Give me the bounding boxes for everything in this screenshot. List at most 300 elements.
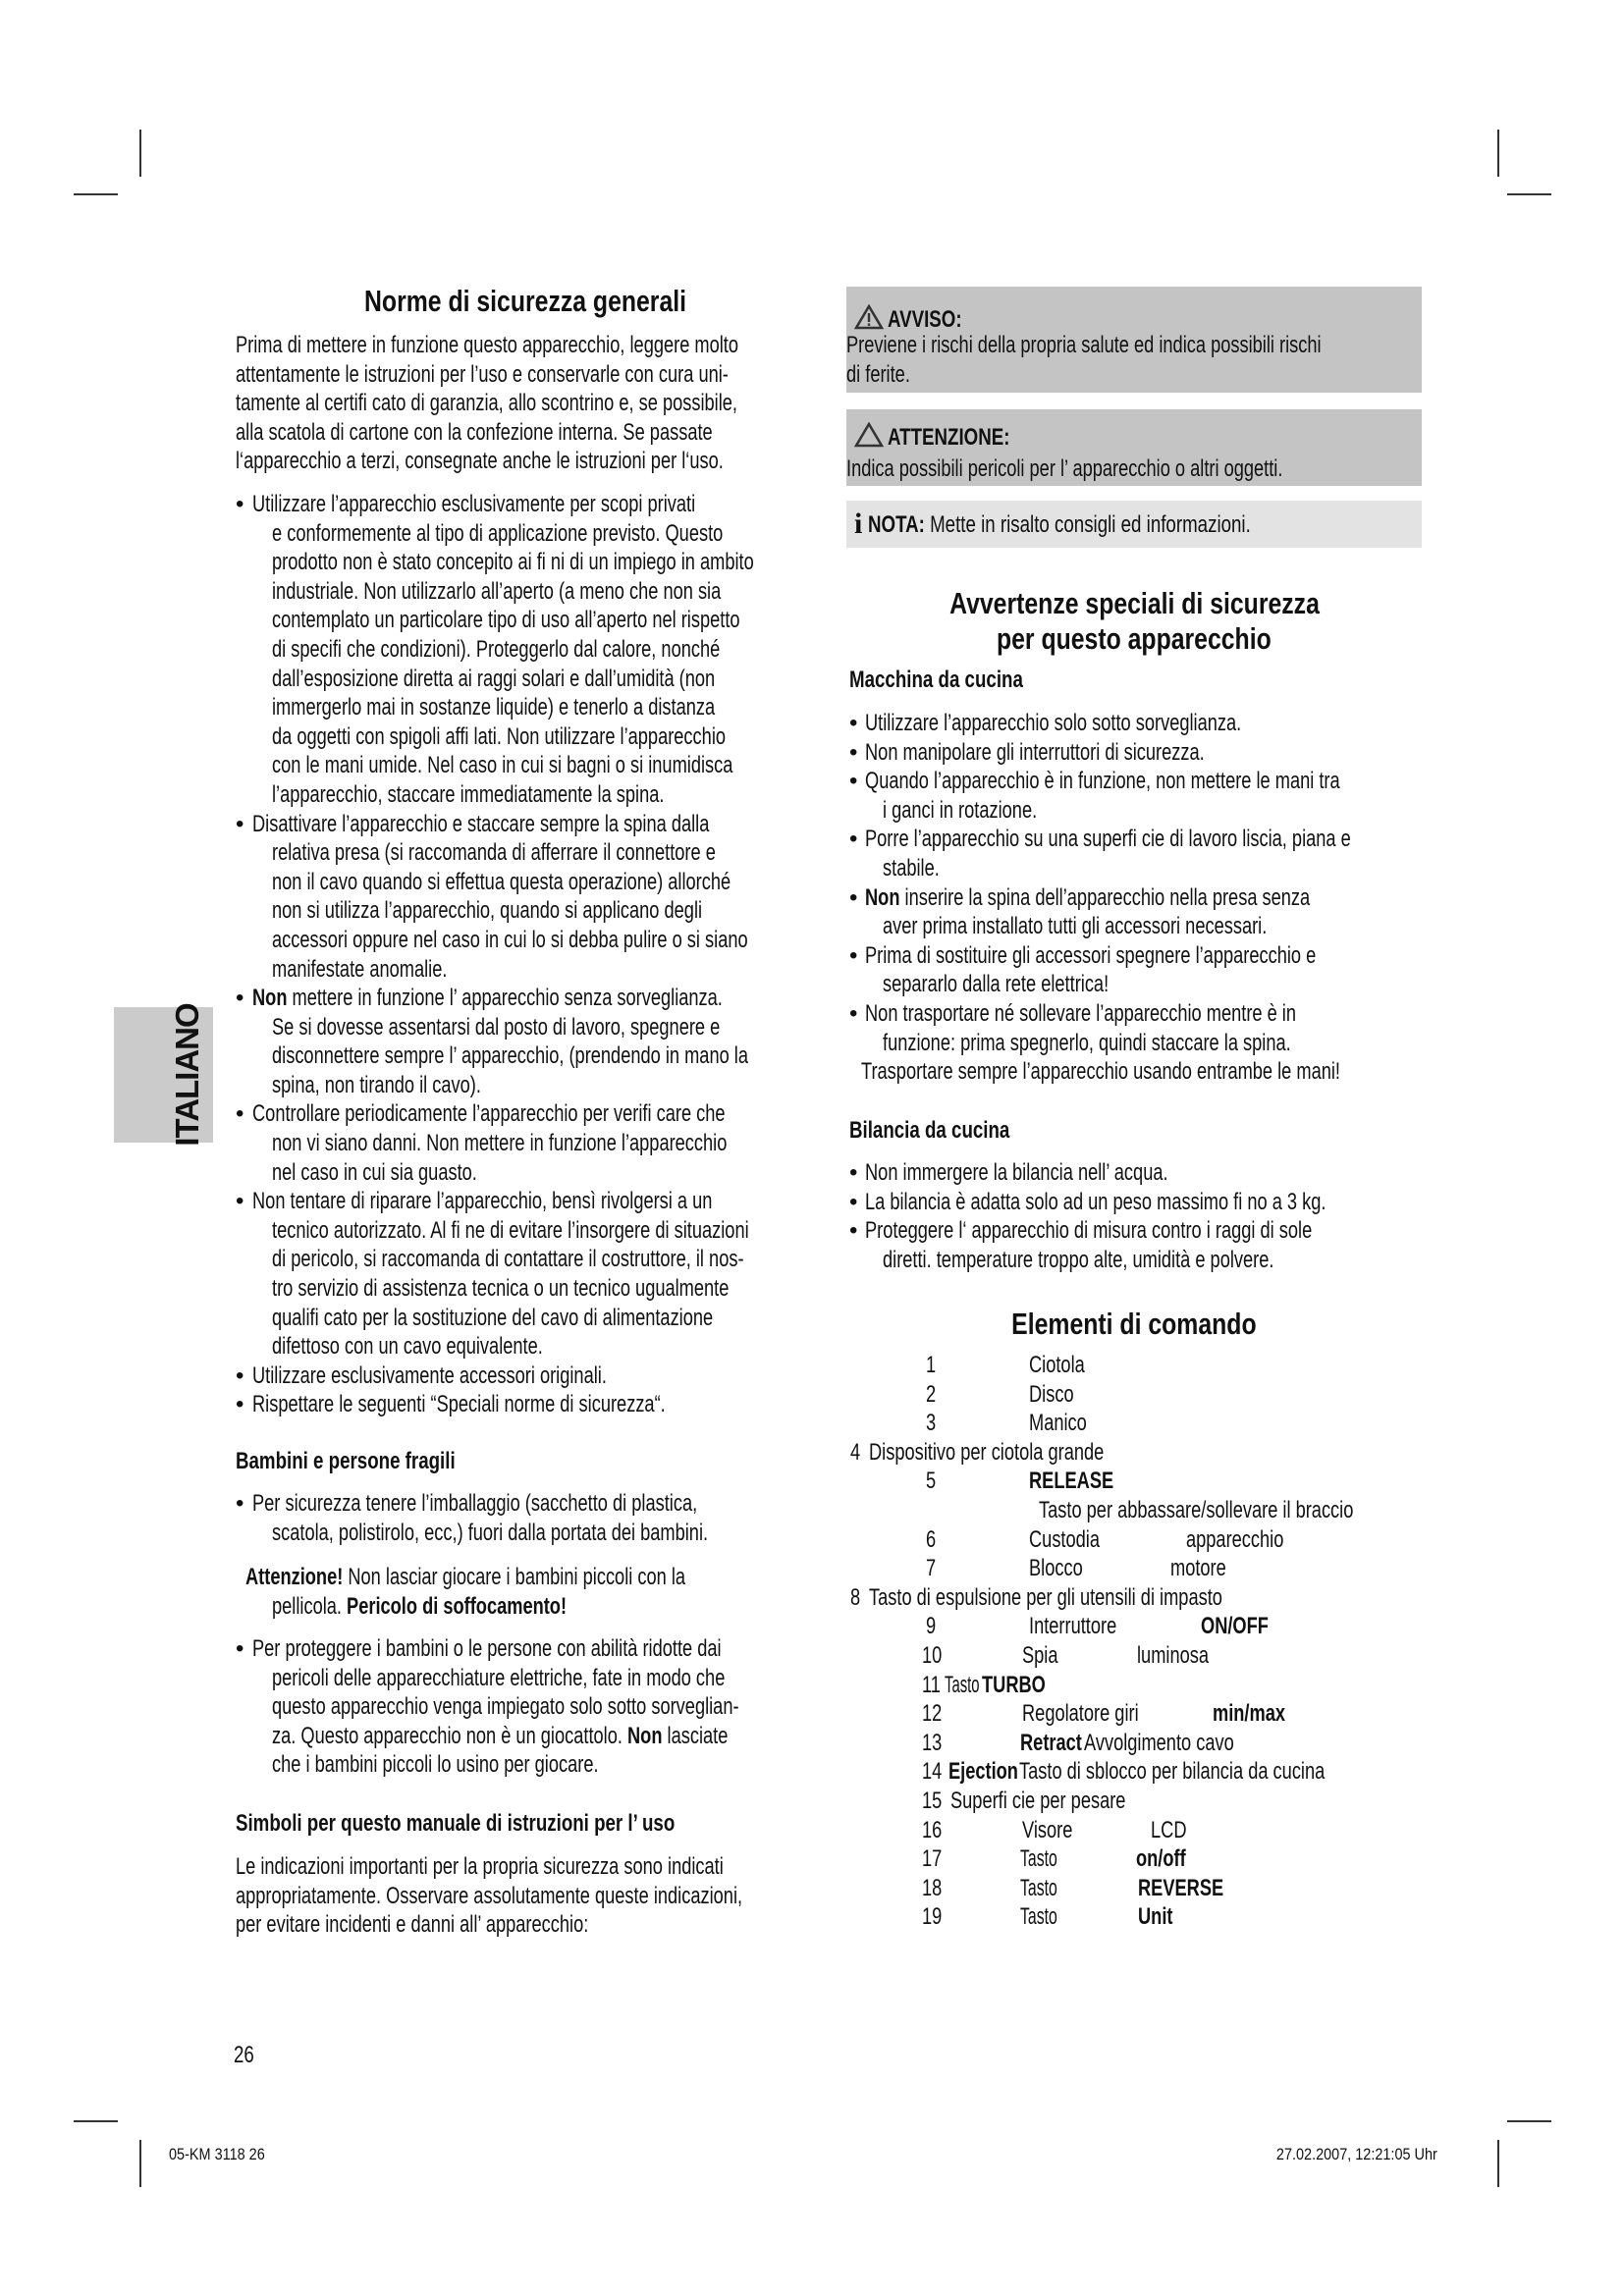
line-text	[883, 1246, 1273, 1275]
control-item	[0, 1438, 1624, 1468]
text-segment: pellicola.	[272, 1592, 348, 1620]
line-text	[272, 896, 702, 926]
crop-mark	[1497, 130, 1499, 177]
text-segment: relativa presa (si raccomanda di afferrare il connettore e	[272, 839, 716, 867]
line-text	[236, 360, 729, 390]
text-segment: manifestate anomalie.	[272, 955, 448, 983]
bullet-item-line	[849, 1158, 1472, 1188]
text-line: Indica possibili pericoli per l’ apparecchio o altri oggetti.	[846, 455, 1283, 482]
text-line	[236, 447, 897, 476]
line-text	[272, 665, 715, 694]
text-line	[849, 1246, 1472, 1275]
item-number: 7	[926, 1555, 937, 1582]
text-segment: separarlo dalla rete elettrica!	[883, 971, 1110, 998]
text-segment: non si utilizza l’apparecchio, quando si applicano degli	[272, 897, 703, 925]
bullet-item-line	[849, 709, 1504, 738]
line-text	[272, 751, 732, 780]
text-segment: Non immergere la bilancia nell’ acqua.	[865, 1159, 1168, 1186]
text-line	[236, 1304, 906, 1333]
line-text	[272, 838, 716, 868]
text-line	[236, 1245, 906, 1274]
bullet-item-line	[849, 883, 1504, 913]
item-label-2: ON/OFF	[1201, 1613, 1269, 1640]
item-label: Retract	[1020, 1729, 1082, 1756]
title-text: Avvertenze speciali di sicurezza	[948, 586, 1320, 620]
nota-label: NOTA:	[868, 511, 926, 538]
bullet-icon: •	[849, 999, 858, 1027]
line-text	[865, 1216, 1312, 1246]
text-line	[236, 331, 897, 360]
attenzione-text	[835, 454, 1421, 484]
text-segment: Utilizzare esclusivamente accessori originali.	[252, 1362, 607, 1389]
line-text	[252, 1099, 726, 1129]
line-text	[865, 999, 1296, 1029]
text-segment: Le indicazioni importanti per la propria sicurezza sono indicati	[236, 1853, 724, 1880]
bullet-item-line	[849, 999, 1504, 1029]
text-segment: Per proteggere i bambini o le persone con abilità ridotte dai	[252, 1635, 722, 1662]
text-segment: tecnico autorizzato. Al fi ne di evitare l’insorgere di situazioni	[272, 1216, 749, 1244]
bullet-item-line	[849, 767, 1504, 796]
text-line	[236, 1129, 906, 1158]
caution-triangle-icon	[854, 422, 884, 448]
text-segment: prodotto non è stato concepito ai fi ni di un impiego in ambito	[272, 549, 754, 576]
control-item	[0, 1467, 1624, 1496]
text-line	[236, 780, 906, 810]
text-segment: qualifi cato per la sostituzione del cavo di alimentazione	[272, 1304, 714, 1331]
item-label: Ciotola	[1029, 1352, 1085, 1378]
text-line	[236, 548, 906, 577]
control-item	[0, 1380, 1624, 1410]
text-line	[236, 868, 906, 897]
control-item	[0, 1554, 1624, 1583]
bullet-item-line	[849, 738, 1504, 768]
bold-text: Attenzione!	[245, 1564, 344, 1590]
line-text	[272, 548, 754, 577]
item-label: Regolatore giri	[1022, 1700, 1139, 1728]
bullet-icon: •	[236, 1188, 244, 1215]
control-item	[0, 1583, 1624, 1613]
heading-text: Macchina da cucina	[849, 667, 1023, 693]
item-label: Dispositivo per ciotola grande	[869, 1438, 1105, 1466]
item-label: Manico	[1029, 1410, 1087, 1437]
attenzione-label: ATTENZIONE:	[888, 424, 1010, 451]
section-title-controls	[846, 1307, 1422, 1342]
item-number: 11	[922, 1671, 941, 1698]
item-label: Visore	[1022, 1816, 1073, 1843]
text-segment: per evitare incidenti e danni all’ apparecchio:	[236, 1911, 589, 1939]
text-line	[236, 1071, 906, 1100]
nota-box	[846, 501, 1422, 548]
bold-text: Non	[627, 1722, 663, 1749]
text-line	[849, 796, 1504, 826]
footer-doc-id	[169, 2145, 282, 2164]
avviso-label: AVVISO:	[888, 306, 962, 333]
control-item	[0, 1351, 1624, 1380]
item-label-2: motore	[1170, 1555, 1226, 1582]
bullet-icon: •	[849, 768, 858, 795]
bullet-icon: •	[849, 710, 858, 736]
item-description: Tasto per abbassare/sollevare il braccio	[1039, 1497, 1354, 1523]
text-segment: accessori oppure nel caso in cui lo si debba pulire o si siano	[272, 926, 748, 953]
item-number: 1	[926, 1352, 937, 1378]
text-line	[236, 1216, 906, 1246]
bullet-item-line	[236, 810, 906, 839]
text-segment: Se si dovesse assentarsi dal posto di lavoro, spegnere e	[272, 1013, 721, 1041]
title-text: Elementi di comando	[1011, 1307, 1257, 1341]
line-text	[272, 519, 723, 549]
item-label: Tasto	[1020, 1845, 1057, 1873]
control-item	[0, 1844, 1624, 1874]
crop-mark	[1507, 2120, 1551, 2122]
control-item	[0, 1641, 1624, 1671]
text-line	[236, 1013, 906, 1042]
safety-bullet-list	[236, 490, 906, 1419]
line-text	[272, 1216, 749, 1246]
bold-text: Non	[865, 883, 900, 911]
control-item	[0, 1409, 1624, 1438]
bullet-icon: •	[236, 1362, 244, 1389]
heading-text: Simboli per questo manuale di istruzioni per l’ uso	[236, 1810, 676, 1837]
line-text	[236, 447, 724, 476]
item-label: Spia	[1022, 1642, 1058, 1669]
avviso-text	[835, 331, 1471, 389]
text-segment: industriale. Non utilizzarlo all’aperto (a meno che non sia	[272, 577, 722, 605]
text-segment: difettoso con un cavo equivalente.	[272, 1333, 543, 1361]
control-item	[0, 1729, 1624, 1758]
text-segment: da oggetti con spigoli affi lati. Non utilizzare l’apparecchio	[272, 722, 727, 750]
item-number: 5	[926, 1468, 937, 1495]
bullet-item-line	[849, 1216, 1472, 1246]
item-label: RELEASE	[1029, 1468, 1114, 1495]
text-segment: aver prima installato tutti gli accessori necessari.	[883, 913, 1268, 940]
item-label: Tasto	[1020, 1903, 1057, 1931]
text-segment: Porre l’apparecchio su una superfi cie di lavoro liscia, piana e	[865, 826, 1351, 853]
bullet-icon: •	[236, 1490, 244, 1517]
section-title-special-safety	[846, 586, 1422, 621]
text-segment: Disattivare l’apparecchio e staccare sempre la spina dalla	[252, 810, 710, 837]
item-number: 3	[926, 1410, 937, 1437]
text-line	[849, 1029, 1504, 1058]
item-number: 15	[922, 1788, 943, 1814]
item-number: 9	[926, 1613, 937, 1640]
text-segment: e conformemente al tipo di applicazione previsto. Questo	[272, 519, 724, 547]
info-icon: i	[854, 507, 863, 540]
item-number: 4	[850, 1438, 861, 1466]
text-segment: nel caso in cui sia guasto.	[272, 1158, 477, 1186]
bold-text: Non	[252, 985, 288, 1012]
text-segment: Quando l’apparecchio è in funzione, non mettere le mani tra	[865, 768, 1340, 795]
scale-bullet-list	[849, 1158, 1472, 1274]
text-segment: non il cavo quando si effettua questa operazione) allorché	[272, 868, 731, 895]
item-label-2: Unit	[1138, 1903, 1173, 1931]
page-number-text: 26	[234, 2042, 254, 2068]
text-segment: funzione: prima spegnerlo, quindi staccare la spina.	[883, 1029, 1291, 1056]
item-label-2: LCD	[1151, 1816, 1187, 1843]
line-text	[252, 810, 709, 839]
control-item	[0, 1612, 1624, 1641]
warning-triangle-icon	[854, 304, 884, 330]
text-segment: immergerlo mai in sostanze liquide) e tenerlo a distanza	[272, 694, 716, 721]
nota-text: Mette in risalto consigli ed informazioni.	[925, 511, 1252, 538]
bullet-item-line	[849, 825, 1504, 854]
bullet-item-line	[236, 984, 906, 1013]
text-segment: l’apparecchio, staccare immediatamente la spina.	[272, 780, 665, 808]
line-text	[272, 722, 726, 752]
text-segment: i ganci in rotazione.	[883, 796, 1038, 824]
line-text	[272, 926, 748, 955]
text-line	[236, 1041, 906, 1071]
bullet-icon: •	[236, 810, 244, 837]
text-line	[236, 1274, 906, 1304]
text-line: Previene i rischi della propria salute ed indica possibili rischi	[846, 332, 1322, 358]
bullet-item-line	[236, 490, 906, 519]
text-segment: scatola, polistirolo, ecc,) fuori dalla portata dei bambini.	[272, 1519, 709, 1546]
item-number: 14	[922, 1758, 943, 1786]
line-text	[865, 767, 1340, 796]
text-line	[236, 360, 897, 390]
text-segment: lasciate	[662, 1722, 729, 1749]
title-text: Norme di sicurezza generali	[363, 284, 687, 318]
text-segment: non vi siano danni. Non mettere in funzione l’apparecchio	[272, 1130, 728, 1157]
line-text	[252, 1187, 712, 1216]
item-label: Disco	[1029, 1380, 1074, 1408]
text-line	[849, 970, 1504, 999]
line-text	[865, 1188, 1326, 1217]
line-text	[252, 490, 695, 519]
bullet-icon: •	[849, 941, 858, 969]
line-text	[883, 1029, 1291, 1058]
page-number	[234, 2042, 260, 2069]
control-item	[0, 1757, 1624, 1787]
attenzione-box	[846, 409, 1422, 486]
text-segment: disconnettere sempre l’ apparecchio, (prendendo in mano la	[272, 1042, 748, 1070]
text-segment: Prima di mettere in funzione questo apparecchio, leggere molto	[236, 332, 739, 358]
text-segment: questo apparecchio venga impiegato solo sotto sorveglian-	[272, 1693, 739, 1721]
item-label-2: apparecchio	[1186, 1525, 1284, 1553]
line-text	[272, 1071, 481, 1100]
bullet-icon: •	[849, 1217, 858, 1245]
text-line	[236, 577, 906, 607]
line-text	[883, 970, 1109, 999]
line-text	[865, 1158, 1168, 1188]
item-number: 19	[922, 1903, 943, 1931]
line-text	[861, 1057, 1340, 1087]
line-text	[883, 796, 1037, 826]
text-segment: appropriatamente. Osservare assolutamente queste indicazioni,	[236, 1882, 743, 1909]
text-segment: Non trasportare né sollevare l’apparecchio mentre è in	[865, 999, 1297, 1027]
item-number: 13	[922, 1729, 943, 1756]
footer-right-text: 27.02.2007, 12:21:05 Uhr	[1276, 2145, 1437, 2163]
line-text	[272, 955, 447, 985]
text-segment: Rispettare le seguenti “Speciali norme di sicurezza“.	[252, 1391, 666, 1418]
text-line: di ferite.	[846, 360, 910, 388]
line-text	[865, 941, 1316, 971]
control-item	[0, 1525, 1624, 1555]
item-label-2: Tasto di sblocco per bilancia da cucina	[1019, 1758, 1326, 1786]
text-line	[236, 838, 906, 868]
control-item	[0, 1699, 1624, 1729]
scale-heading	[849, 1116, 1055, 1146]
line-text	[272, 1041, 748, 1071]
line-text	[236, 418, 713, 448]
line-text	[272, 1274, 729, 1304]
bullet-icon: •	[849, 826, 858, 853]
text-segment: con le mani umide. Nel caso in cui si bagni o si inumidisca	[272, 752, 733, 779]
text-segment: stabile.	[883, 854, 940, 881]
line-text	[272, 1129, 727, 1158]
crop-mark	[139, 2140, 141, 2187]
line-text	[272, 780, 664, 810]
line-text	[865, 825, 1351, 854]
language-tab-label: ITALIANO	[168, 1003, 205, 1147]
item-label-2: min/max	[1213, 1700, 1286, 1728]
line-text	[272, 1245, 744, 1274]
line-text	[272, 577, 721, 607]
text-segment: che i bambini piccoli lo usino per giocare.	[272, 1751, 599, 1779]
bullet-item-line	[849, 1188, 1472, 1217]
footer-left-text: 05-KM 3118 26	[169, 2145, 265, 2163]
bold-text: Pericolo di soffocamento!	[347, 1592, 568, 1620]
text-segment: Proteggere l‘ apparecchio di misura contro i raggi di sole	[865, 1217, 1313, 1245]
text-segment: di specifi che condizioni). Proteggerlo dal calore, nonché	[272, 635, 721, 663]
text-line	[236, 955, 906, 985]
item-label: Tasto	[945, 1671, 980, 1698]
item-label: Blocco	[1029, 1555, 1083, 1582]
bullet-icon: •	[236, 1391, 244, 1418]
text-segment: inserire la spina dell’apparecchio nella presa senza	[899, 883, 1311, 911]
item-label: Custodia	[1029, 1525, 1100, 1553]
text-segment: Non manipolare gli interruttori di sicurezza.	[865, 738, 1205, 766]
control-item-description	[0, 1496, 1624, 1525]
bullet-item-line	[236, 1187, 906, 1216]
line-text	[236, 389, 737, 418]
line-text	[236, 331, 738, 360]
item-label-2: on/off	[1136, 1845, 1186, 1873]
item-number: 2	[926, 1380, 937, 1408]
crop-mark	[1497, 2140, 1499, 2187]
intro-paragraph	[236, 331, 897, 476]
crop-mark	[74, 193, 118, 195]
item-label-2: Avvolgimento cavo	[1084, 1729, 1234, 1756]
text-segment: diretti. temperature troppo alte, umidità e polvere.	[883, 1246, 1274, 1273]
line-text	[272, 1304, 713, 1333]
bullet-icon: •	[236, 1100, 244, 1128]
text-segment: Per sicurezza tenere l’imballaggio (sacchetto di plastica,	[252, 1490, 698, 1517]
heading-text: Bilancia da cucina	[849, 1117, 1010, 1144]
text-segment: Trasportare sempre l’apparecchio usando entrambe le mani!	[861, 1058, 1341, 1086]
text-line	[236, 926, 906, 955]
crop-mark	[74, 2120, 118, 2122]
item-label: Superfi cie per pesare	[950, 1788, 1126, 1814]
item-label: Interruttore	[1029, 1613, 1117, 1640]
text-segment: tro servizio di assistenza tecnica o un tecnico ugualmente	[272, 1275, 730, 1303]
text-line	[236, 418, 897, 448]
section-title-special-safety-2	[846, 621, 1422, 657]
bullet-icon: •	[236, 1635, 244, 1662]
text-segment: tamente al certifi cato di garanzia, allo scontrino e, se possibile,	[236, 390, 737, 417]
machine-bullet-list	[849, 709, 1504, 1087]
item-number: 16	[922, 1816, 943, 1843]
control-item	[0, 1816, 1624, 1845]
line-text	[883, 912, 1267, 941]
text-line	[236, 606, 906, 635]
bullet-icon: •	[849, 1188, 858, 1215]
text-line	[236, 896, 906, 926]
text-segment: alla scatola di cartone con la confezione interna. Se passate	[236, 418, 713, 446]
language-tab	[114, 1003, 213, 1147]
line-text	[865, 738, 1205, 768]
text-line	[236, 519, 906, 549]
line-text	[272, 1158, 477, 1188]
item-label-2: REVERSE	[1138, 1874, 1224, 1901]
control-item	[0, 1902, 1624, 1932]
text-segment: dall’esposizione diretta ai raggi solari e dall’umidità (non	[272, 665, 716, 692]
text-line	[236, 693, 906, 722]
control-item	[0, 1671, 1624, 1700]
avviso-box	[846, 287, 1422, 393]
text-line	[849, 1057, 1504, 1087]
text-segment: spina, non tirando il cavo).	[272, 1071, 481, 1098]
title-text: per questo apparecchio	[997, 621, 1272, 656]
text-line	[236, 751, 906, 780]
footer-timestamp	[1248, 2145, 1437, 2164]
line-text	[865, 709, 1241, 738]
text-segment: l‘apparecchio a terzi, consegnate anche le istruzioni per l‘uso.	[236, 448, 724, 475]
crop-mark	[139, 130, 141, 177]
text-segment: Non lasciar giocare i bambini piccoli con la	[343, 1564, 686, 1590]
bullet-item-line	[236, 1099, 906, 1129]
line-text	[272, 1013, 720, 1042]
text-segment: Controllare periodicamente l’apparecchio per verifi care che	[252, 1100, 726, 1128]
text-segment: Utilizzare l’apparecchio solo sotto sorveglianza.	[865, 710, 1242, 736]
line-text	[252, 984, 723, 1013]
item-label: Tasto di espulsione per gli utensili di impasto	[869, 1583, 1222, 1611]
item-number: 8	[850, 1583, 861, 1611]
text-segment: pericoli delle apparecchiature elettriche, fate in modo che	[272, 1664, 726, 1691]
bullet-icon: •	[849, 738, 858, 766]
line-text	[272, 693, 715, 722]
item-number: 6	[926, 1525, 937, 1553]
heading-text: Bambini e persone fragili	[236, 1448, 456, 1474]
text-line	[236, 722, 906, 752]
bullet-icon: •	[849, 883, 858, 911]
bullet-icon: •	[236, 491, 244, 517]
text-segment: La bilancia è adatta solo ad un peso massimo fi no a 3 kg.	[865, 1188, 1326, 1215]
bullet-item-line	[849, 941, 1504, 971]
text-segment: Non tentare di riparare l’apparecchio, bensì rivolgersi a un	[252, 1188, 713, 1215]
crop-mark	[1507, 193, 1551, 195]
machine-heading	[849, 666, 1072, 695]
text-line	[236, 635, 906, 665]
item-label-2: TURBO	[982, 1671, 1046, 1698]
text-segment: Prima di sostituire gli accessori spegnere l’apparecchio e	[865, 941, 1317, 969]
line-text	[883, 854, 940, 883]
text-line	[236, 665, 906, 694]
text-segment: Utilizzare l’apparecchio esclusivamente per scopi privati	[252, 491, 696, 517]
text-segment: mettere in funzione l’ apparecchio senza sorveglianza.	[287, 985, 723, 1012]
text-line	[849, 854, 1504, 883]
text-segment: attentamente le istruzioni per l’uso e conservarle con cura uni-	[236, 360, 729, 388]
bullet-icon: •	[849, 1159, 858, 1186]
item-label: Ejection	[948, 1758, 1018, 1786]
item-label: Tasto	[1020, 1874, 1057, 1901]
item-number: 12	[922, 1700, 943, 1728]
text-line	[849, 912, 1504, 941]
item-number: 10	[922, 1642, 943, 1669]
text-segment: contemplato un particolare tipo di uso all’aperto nel rispetto	[272, 607, 740, 634]
line-text	[272, 635, 720, 665]
section-title-general-safety	[236, 284, 815, 319]
